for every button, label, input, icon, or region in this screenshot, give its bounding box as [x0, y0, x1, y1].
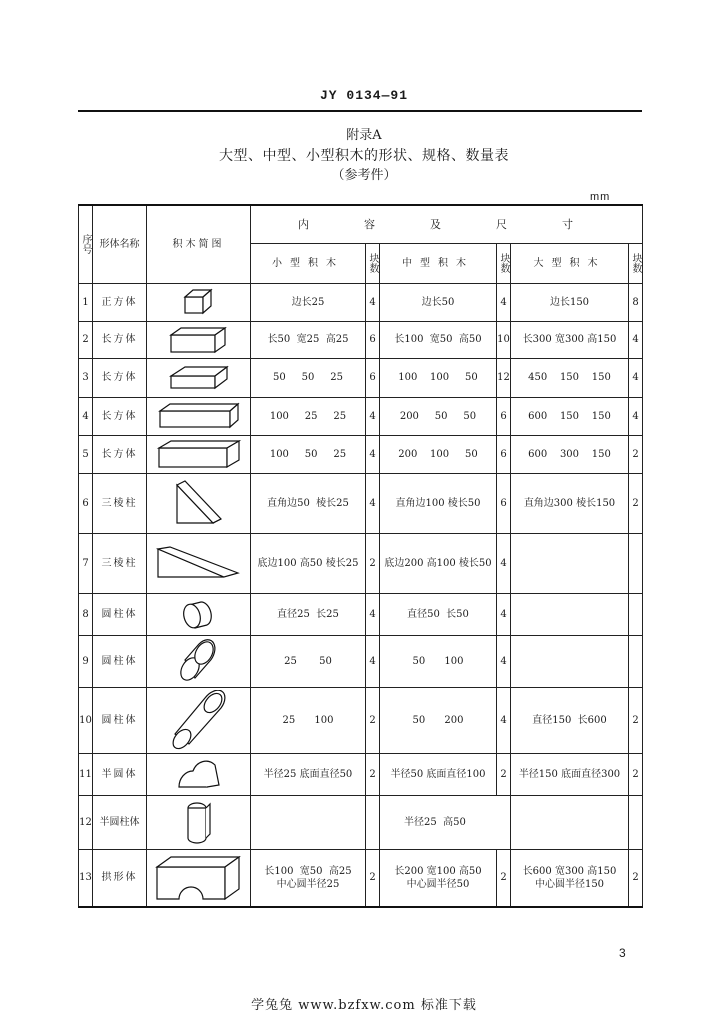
cylinder-icon	[147, 635, 251, 687]
flat-cuboid-icon	[147, 358, 251, 397]
col-header-small-count: 块数	[366, 243, 380, 283]
arch-block-icon	[147, 849, 251, 907]
col-header-sketch: 积木简图	[147, 205, 251, 283]
medium-spec-line2: 中心圆半径50	[406, 878, 470, 890]
large-spec: 长300 宽300 高150	[511, 321, 629, 358]
large-count: 2	[629, 849, 643, 907]
small-spec: 边长25	[251, 283, 366, 321]
medium-count: 10	[497, 321, 511, 358]
small-spec: 直径25 长25	[251, 593, 366, 635]
large-spec	[511, 635, 629, 687]
ramp-prism-icon	[147, 533, 251, 593]
medium-count: 4	[497, 593, 511, 635]
small-spec	[251, 795, 366, 849]
medium-spec	[380, 849, 497, 907]
shape-name: 半圆柱体	[93, 795, 147, 849]
table-row	[79, 321, 643, 358]
large-spec	[511, 593, 629, 635]
large-spec: 直径150 长600	[511, 687, 629, 753]
shape-name: 三棱柱	[93, 533, 147, 593]
header-rule	[78, 110, 642, 112]
small-spec: 半径25 底面直径50	[251, 753, 366, 795]
small-spec: 25 100	[251, 687, 366, 753]
cube-icon	[147, 283, 251, 321]
small-count: 4	[366, 283, 380, 321]
large-spec: 半径150 底面直径300	[511, 753, 629, 795]
small-count: 2	[366, 687, 380, 753]
small-spec: 100 50 25	[251, 435, 366, 473]
row-number: 11	[79, 753, 93, 795]
small-count: 6	[366, 358, 380, 397]
shape-name: 长方体	[93, 397, 147, 435]
shape-name: 圆柱体	[93, 635, 147, 687]
small-spec-line1: 长100 宽50 高25	[264, 865, 352, 877]
medium-spec: 50 100	[380, 635, 497, 687]
large-spec-line2: 中心圆半径150	[534, 878, 605, 890]
medium-count: 12	[497, 358, 511, 397]
medium-spec: 半径50 底面直径100	[380, 753, 497, 795]
large-count: 2	[629, 753, 643, 795]
large-spec	[511, 533, 629, 593]
small-spec: 底边100 高50 棱长25	[251, 533, 366, 593]
table-row	[79, 635, 643, 687]
table-row	[79, 687, 643, 753]
medium-count: 6	[497, 397, 511, 435]
table-row	[79, 435, 643, 473]
medium-spec: 100 100 50	[380, 358, 497, 397]
medium-spec: 长100 宽50 高50	[380, 321, 497, 358]
small-spec: 100 25 25	[251, 397, 366, 435]
shape-name: 三棱柱	[93, 473, 147, 533]
row-number: 10	[79, 687, 93, 753]
small-count: 4	[366, 635, 380, 687]
table-row	[79, 593, 643, 635]
small-count	[366, 795, 380, 849]
large-spec	[511, 795, 629, 849]
medium-spec: 直径50 长50	[380, 593, 497, 635]
table-row	[79, 849, 643, 907]
short-cylinder-icon	[147, 593, 251, 635]
row-number: 7	[79, 533, 93, 593]
medium-count: 2	[497, 849, 511, 907]
header-row-1	[79, 205, 643, 243]
medium-count: 2	[497, 753, 511, 795]
footer-watermark: 学兔兔 www.bzfxw.com 标准下载	[251, 998, 477, 1013]
long-cylinder-icon	[147, 687, 251, 753]
medium-spec: 底边200 高100 棱长50	[380, 533, 497, 593]
medium-spec: 直角边100 棱长50	[380, 473, 497, 533]
large-count: 2	[629, 435, 643, 473]
shape-name: 圆柱体	[93, 687, 147, 753]
medium-spec-line1: 长200 宽100 高50	[394, 865, 482, 877]
large-count	[629, 795, 643, 849]
large-spec: 600 300 150	[511, 435, 629, 473]
triangular-prism-icon	[147, 473, 251, 533]
row-number: 9	[79, 635, 93, 687]
col-header-small: 小型积木	[251, 243, 366, 283]
table-row	[79, 283, 643, 321]
small-count: 4	[366, 473, 380, 533]
table-title: 大型、中型、小型积木的形状、规格、数量表	[219, 148, 509, 164]
medium-count: 6	[497, 435, 511, 473]
col-header-large-count: 块数	[629, 243, 643, 283]
long-cuboid-icon	[147, 397, 251, 435]
medium-spec: 边长50	[380, 283, 497, 321]
cuboid-icon	[147, 321, 251, 358]
large-count: 4	[629, 321, 643, 358]
reference-note: （参考件）	[331, 168, 397, 183]
large-spec: 直角边300 棱长150	[511, 473, 629, 533]
small-spec: 直角边50 棱长25	[251, 473, 366, 533]
large-count: 4	[629, 397, 643, 435]
small-count: 2	[366, 753, 380, 795]
shape-name: 拱形体	[93, 849, 147, 907]
large-spec: 600 150 150	[511, 397, 629, 435]
large-spec	[511, 849, 629, 907]
small-count: 4	[366, 593, 380, 635]
shape-name: 圆柱体	[93, 593, 147, 635]
page-number: 3	[619, 946, 626, 960]
large-count: 2	[629, 687, 643, 753]
plank-cuboid-icon	[147, 435, 251, 473]
table-row	[79, 533, 643, 593]
col-header-shape-name: 形体名称	[93, 205, 147, 283]
row-number: 3	[79, 358, 93, 397]
shape-name: 正方体	[93, 283, 147, 321]
appendix-label: 附录A	[346, 128, 382, 143]
row-number: 12	[79, 795, 93, 849]
small-count: 4	[366, 397, 380, 435]
half-round-column-icon	[147, 795, 251, 849]
row-number: 8	[79, 593, 93, 635]
small-count: 6	[366, 321, 380, 358]
small-count: 4	[366, 435, 380, 473]
medium-spec: 200 100 50	[380, 435, 497, 473]
large-count	[629, 635, 643, 687]
row-number: 13	[79, 849, 93, 907]
row-number: 2	[79, 321, 93, 358]
medium-count: 4	[497, 687, 511, 753]
small-count: 2	[366, 533, 380, 593]
large-count: 2	[629, 473, 643, 533]
table-row	[79, 753, 643, 795]
small-count: 2	[366, 849, 380, 907]
spec-table	[78, 204, 643, 908]
large-spec: 边长150	[511, 283, 629, 321]
table-row	[79, 397, 643, 435]
row-number: 5	[79, 435, 93, 473]
small-spec: 50 50 25	[251, 358, 366, 397]
row-number: 4	[79, 397, 93, 435]
table-row	[79, 795, 643, 849]
half-cylinder-icon	[147, 753, 251, 795]
medium-spec: 200 50 50	[380, 397, 497, 435]
large-count: 4	[629, 358, 643, 397]
shape-name: 长方体	[93, 435, 147, 473]
unit-label: mm	[590, 191, 611, 203]
medium-spec: 50 200	[380, 687, 497, 753]
small-spec: 25 50	[251, 635, 366, 687]
col-header-large: 大型积木	[511, 243, 629, 283]
shape-name: 长方体	[93, 358, 147, 397]
large-spec: 450 150 150	[511, 358, 629, 397]
medium-count: 4	[497, 283, 511, 321]
small-spec-line2: 中心圆半径25	[276, 878, 340, 890]
table-row	[79, 358, 643, 397]
shape-name: 长方体	[93, 321, 147, 358]
small-spec	[251, 849, 366, 907]
large-count	[629, 533, 643, 593]
large-count: 8	[629, 283, 643, 321]
col-header-content: 内 容 及 尺 寸	[251, 205, 643, 243]
row-number: 6	[79, 473, 93, 533]
small-spec: 长50 宽25 高25	[251, 321, 366, 358]
large-count	[629, 593, 643, 635]
shape-name: 半圆体	[93, 753, 147, 795]
medium-count: 4	[497, 635, 511, 687]
table-row	[79, 473, 643, 533]
col-header-medium: 中型积木	[380, 243, 497, 283]
col-header-seq: 序号	[79, 205, 93, 283]
title-block	[0, 126, 728, 186]
medium-spec: 半径25 高50	[380, 795, 511, 849]
row-number: 1	[79, 283, 93, 321]
large-spec-line1: 长600 宽300 高150	[522, 865, 617, 877]
medium-count: 4	[497, 533, 511, 593]
col-header-medium-count: 块数	[497, 243, 511, 283]
standard-code: JY 0134—91	[319, 88, 408, 103]
medium-count: 6	[497, 473, 511, 533]
